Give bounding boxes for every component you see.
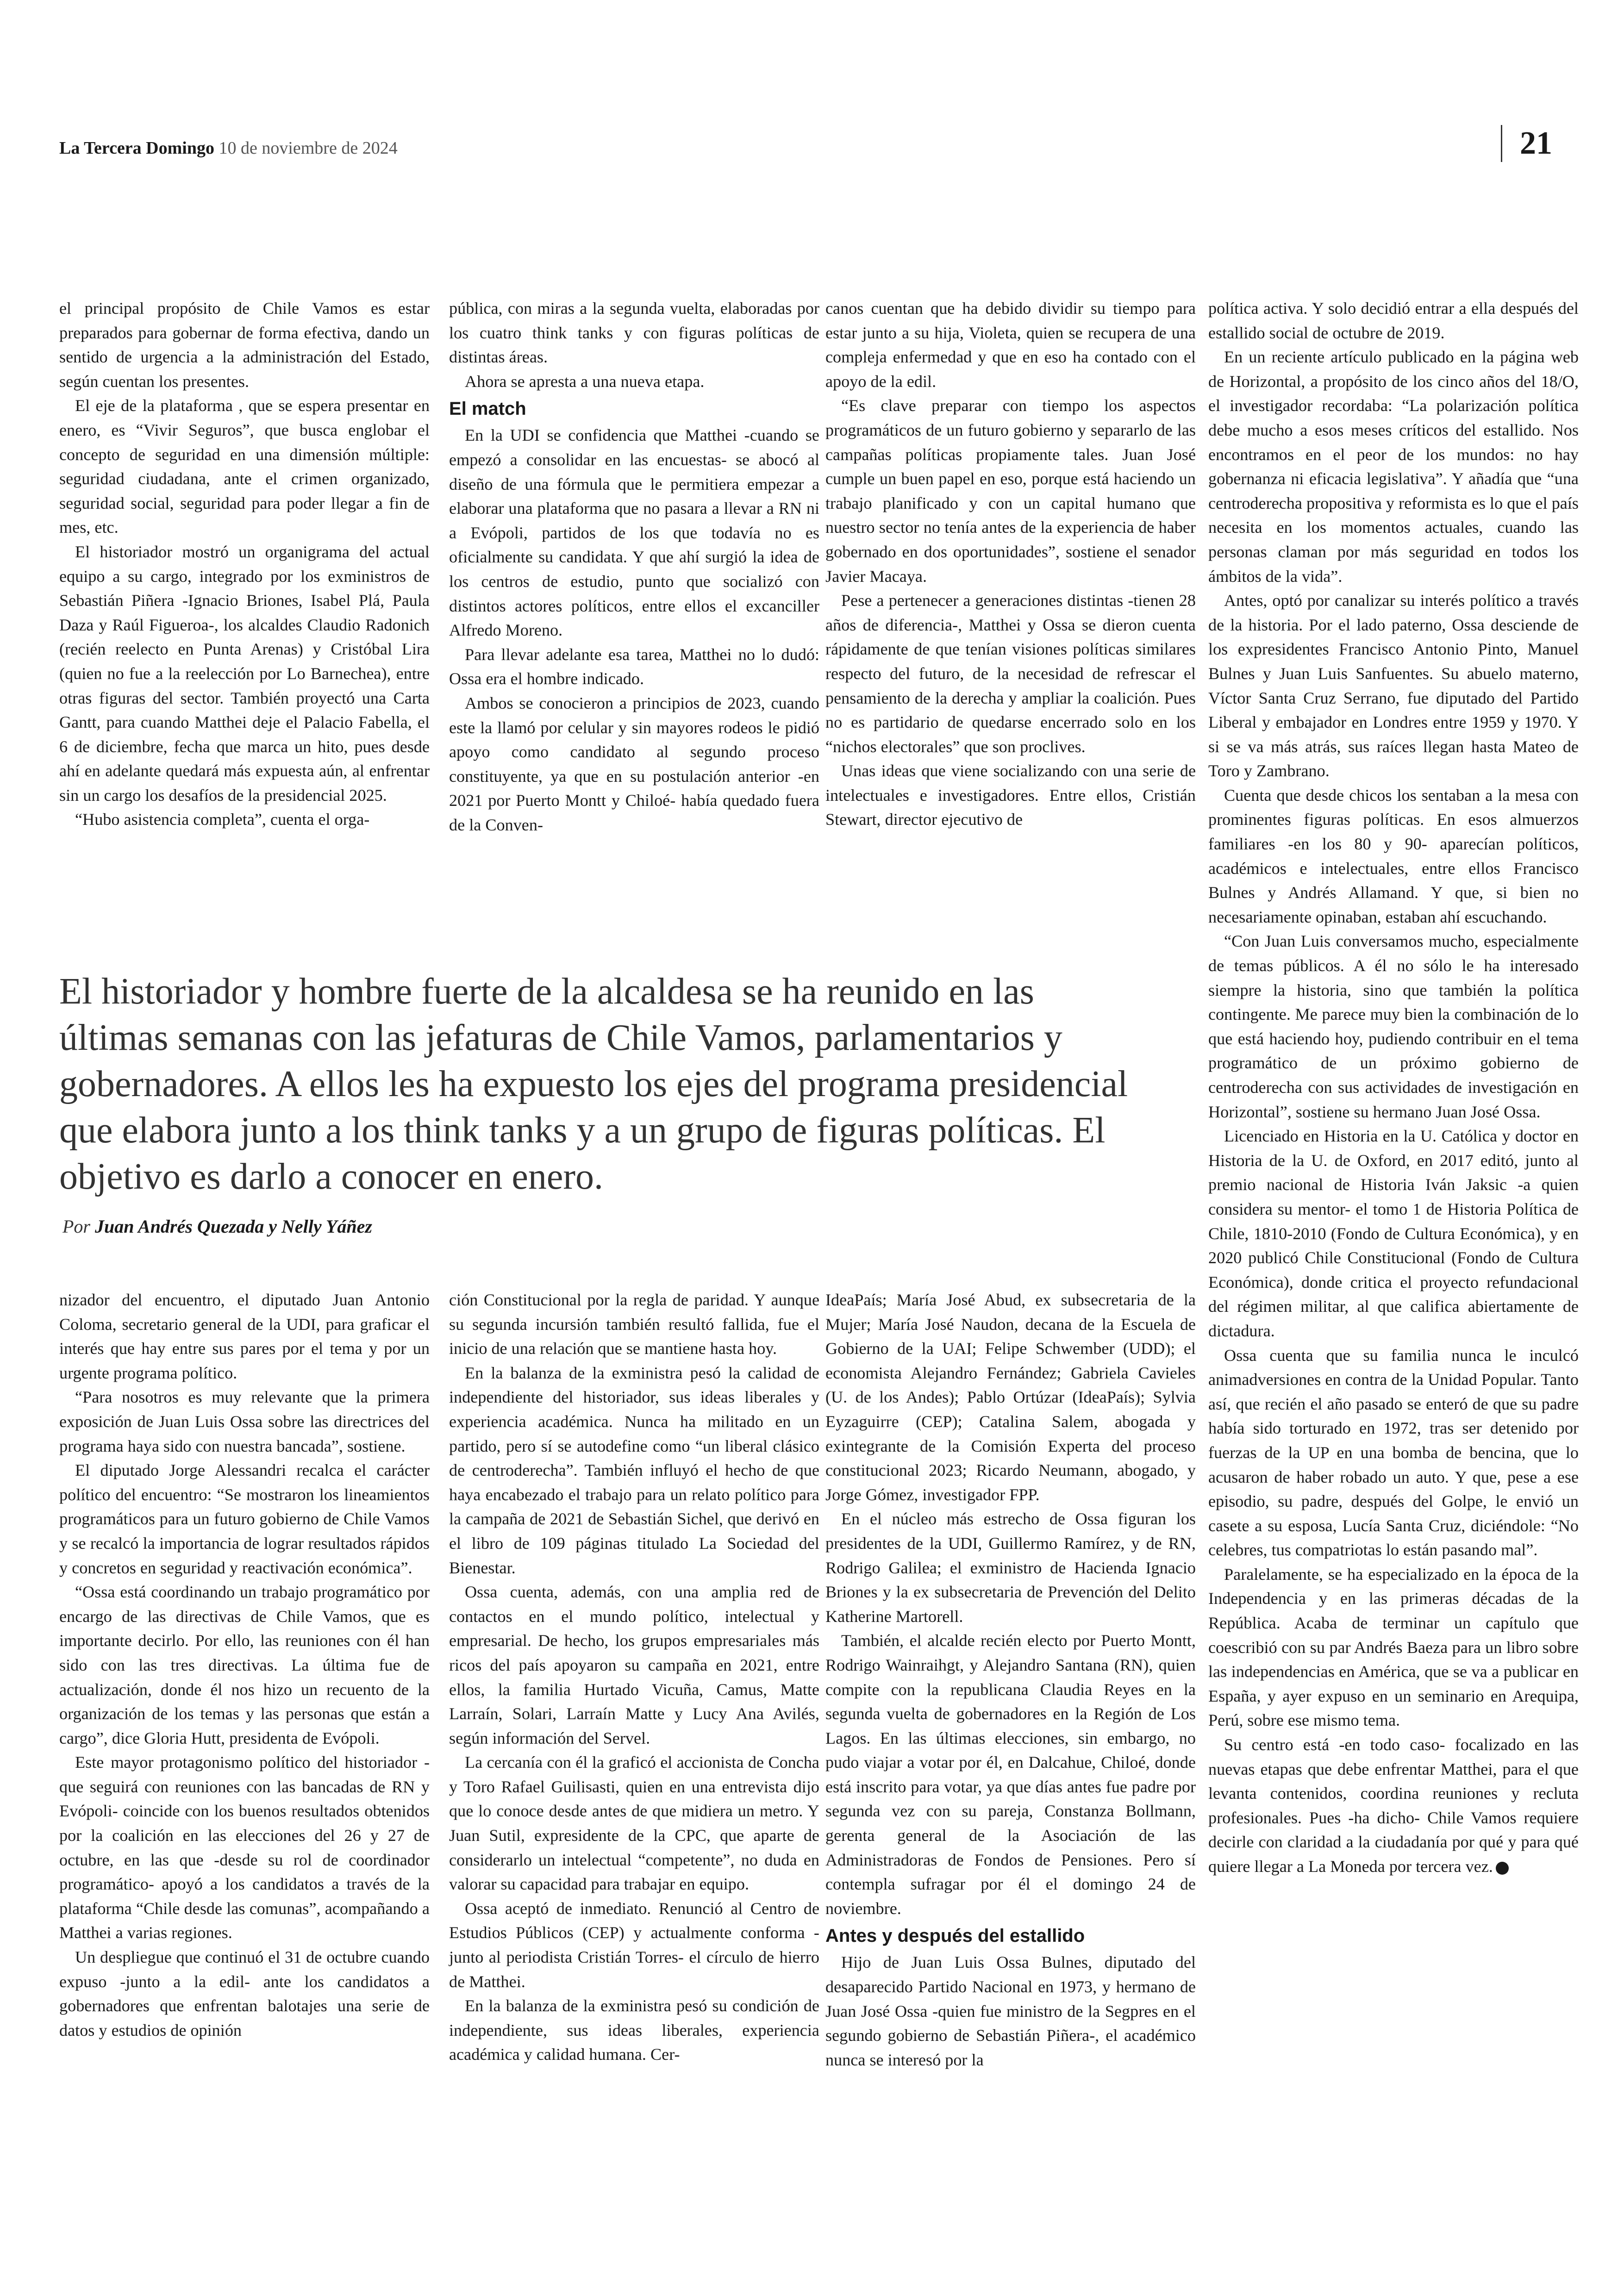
paragraph: Paralelamente, se ha especializado en la época de la Independencia y en las primeras décadas de la República. Acaba de terminar un capítulo que coescribió con su par Andrés Baeza para un libro sobre las independencias en América, que se va a publicar en España, y ayer expuso en un seminario en Arequipa, Perú, sobre ese mismo tema. bbox=[1208, 1565, 1579, 1730]
paragraph: Un despliegue que continuó el 31 de octubre cuando expuso -junto a la edil- ante los candidatos a gobernadores que enfrentan balotajes una serie de datos y estudios de opinión bbox=[59, 1948, 430, 2039]
top-column-1 bbox=[59, 296, 430, 907]
paragraph: “Para nosotros es muy relevante que la primera exposición de Juan Luis Ossa sobre las directrices del programa haya sido con nuestra bancada”, sostiene. bbox=[59, 1388, 430, 1455]
publication-name: La Tercera Domingo bbox=[59, 138, 214, 158]
paragraph: canos cuentan que ha debido dividir su tiempo para estar junto a su hija, Violeta, quien se recupera de una compleja enfermedad y que en eso ha contado con el apoyo de la edil. bbox=[825, 299, 1196, 391]
byline-authors: Juan Andrés Quezada y Nelly Yáñez bbox=[95, 1216, 372, 1237]
paragraph: Ossa cuenta, además, con una amplia red de contactos en el mundo político, intelectual y empresarial. De hecho, los grupos empresariales más ricos del país apoyaron su campaña en 2021, entre ellos, la familia Hurtado Vicuña, Camus, Matte Larraín, Solari, Larraín Matte y Lucy Ana Avilés, según información del Servel. bbox=[449, 1583, 819, 1747]
bottom-column-2 bbox=[449, 1288, 819, 2186]
paragraph: El historiador mostró un organigrama del actual equipo a su cargo, integrado por los exministros de Sebastián Piñera -Ignacio Briones, Isabel Plá, Paula Daza y Raúl Figueroa-, los alcaldes Claudio Radonich (recién reelecto en Punta Arenas) y Cristóbal Lira (quien no fue a la reelección por Lo Barnechea), entre otras figuras del sector. También proyectó una Carta Gantt, para cuando Matthei deje el Palacio Fabella, el 6 de diciembre, fecha que marca un hito, pues desde ahí en adelante quedará más expuesta aún, al enfrentar sin un cargo los desafíos de la presidencial 2025. bbox=[59, 542, 430, 804]
paragraph: El eje de la plataforma , que se espera presentar en enero, es “Vivir Seguros”, que busca englobar el concepto de seguridad en una dimensión múltiple: seguridad ciudadana, ante el crimen organizado, seguridad social, seguridad para poder llegar a fin de mes, etc. bbox=[59, 396, 430, 537]
article-dek: El historiador y hombre fuerte de la alcaldesa se ha reunido en las últimas semanas con las jefaturas de Chile Vamos, parlamentarios y gobernadores. A ellos les ha expuesto los ejes del programa presidencial que elabora junto a los think tanks y a un grupo de figuras políticas. El objetivo es darlo a conocer en enero. bbox=[59, 971, 1128, 1197]
paragraph: Ambos se conocieron a principios de 2023, cuando este la llamó por celular y sin mayores rodeos le pidió apoyo como candidato al segundo proceso constituyente, ya que en su postulación anterior -en 2021 por Puerto Montt y Chiloé- había quedado fuera de la Conven- bbox=[449, 693, 819, 834]
bottom-column-3 bbox=[825, 1288, 1196, 2186]
section-heading: El match bbox=[449, 399, 526, 419]
paragraph: El diputado Jorge Alessandri recalca el carácter político del encuentro: “Se mostraron los lineamientos programáticos para un futuro gobierno de Chile Vamos y se recalcó la importancia de lograr resultados rápidos y concretos en seguridad y reactivación económica”. bbox=[59, 1461, 430, 1577]
paragraph: Para llevar adelante esa tarea, Matthei no lo dudó: Ossa era el hombre indicado. bbox=[449, 645, 819, 688]
paragraph bbox=[1208, 1733, 1579, 1879]
paragraph: “Ossa está coordinando un trabajo programático por encargo de las directivas de Chile Vamos, que es importante decirlo. Por ello, las reuniones con él han sido con las tres directivas. La última fue de actualización, donde él nos hizo un recuento de la organización de los temas y las personas que están a cargo”, dice Gloria Hutt, presidenta de Evópoli. bbox=[59, 1583, 430, 1747]
paragraph: política activa. Y solo decidió entrar a ella después del estallido social de octubre de 2019. bbox=[1208, 299, 1579, 342]
paragraph: Unas ideas que viene socializando con una serie de intelectuales e investigadores. Entre ellos, Cristián Stewart, director ejecutivo de bbox=[825, 761, 1196, 829]
paragraph: Licenciado en Historia en la U. Católica y doctor en Historia de la U. de Oxford, en 2017 editó, junto al premio nacional de Historia Iván Jaksic -a quien considera su mentor- el tomo 1 de Historia Política de Chile, 1810-2010 (Fondo de Cultura Económica), y en 2020 publicó Chile Constitucional (Fondo de Cultura Económica), donde critica el proyecto refundacional del régimen militar, al que califica abiertamente de dictadura. bbox=[1208, 1127, 1579, 1340]
paragraph: Ahora se apresta a una nueva etapa. bbox=[465, 372, 705, 391]
paragraph: pública, con miras a la segunda vuelta, elaboradas por los cuatro think tanks y con figuras políticas de distintas áreas. bbox=[449, 299, 819, 367]
paragraph: “Con Juan Luis conversamos mucho, especialmente de temas públicos. A él no sólo le ha interesado siempre la historia, sino que también la política contingente. Me parece muy bien la combinación de lo que está haciendo hoy, pudiendo contribuir en el tema programático de un próximo gobierno de centroderecha con sus actividades de investigación en Horizontal”, sostiene su hermano Juan José Ossa. bbox=[1208, 932, 1579, 1121]
page-header bbox=[59, 138, 398, 158]
paragraph: En la UDI se confidencia que Matthei -cuando se empezó a consolidar en las encuestas- se abocó al diseño de una fórmula que le permitiera empezar a elaborar una plataforma que no pasara a llevar a RN ni a Evópoli, partidos de los que todavía no es oficialmente su candidata. Y que ahí surgió la idea de los centros de estudio, punto que socializó con distintos actores políticos, entre ellos el excanciller Alfredo Moreno. bbox=[449, 426, 819, 640]
paragraph: En un reciente artículo publicado en la página web de Horizontal, a propósito de los cinco años del 18/O, el investigador recordaba: “La polarización política debe mucho a esos meses críticos del estallido. Nos encontramos en el peor de los mundos: no hay gobernanza ni eficacia legislativa”. Y añadía que “una centroderecha propositiva y reformista es lo que el país necesita en los momentos actuales, cuando las personas claman por más seguridad en todos los ámbitos de la vida”. bbox=[1208, 348, 1579, 586]
paragraph: “Hubo asistencia completa”, cuenta el orga- bbox=[75, 810, 370, 829]
section-heading: Antes y después del estallido bbox=[825, 1926, 1085, 1946]
paragraph: Ossa cuenta que su familia nunca le inculcó animadversiones en contra de la Unidad Popular. Tanto así, que recién el año pasado se enteró de que su padre había sido torturado en 1972, tras ser detenido por fuerzas de la UP en una bomba de bencina, que lo acusaron de haber robado un auto. Y que, pese a ese episodio, su padre, después del Golpe, le envió un casete a su esposa, Lucía Santa Cruz, diciéndole: “No celebres, tus compatriotas lo están pasando mal”. bbox=[1208, 1346, 1579, 1559]
paragraph: Pese a pertenecer a generaciones distintas -tienen 28 años de diferencia-, Matthei y Ossa se dieron cuenta rápidamente de que tenían visiones políticas similares respecto del futuro, de la necesidad de refrescar el pensamiento de la derecha y ampliar la coalición. Pues no es partidario de quedarse encerrado solo en los “nichos electorales” que son proclives. bbox=[825, 591, 1196, 756]
paragraph: “Es clave preparar con tiempo los aspectos programáticos de un futuro gobierno y separarlo de las campañas políticas propiamente tales. Juan José cumple un buen papel en eso, porque está haciendo un trabajo planificado y con un capital humano que nuestro sector no tenía antes de la experiencia de haber gobernado en dos oportunidades”, sostiene el senador Javier Macaya. bbox=[825, 396, 1196, 586]
byline bbox=[62, 1216, 372, 1237]
byline-prefix: Por bbox=[62, 1216, 90, 1237]
top-column-2 bbox=[449, 296, 819, 907]
paragraph: También, el alcalde recién electo por Puerto Montt, Rodrigo Wainraihgt, y Alejandro Santana (RN), quien compite con la republicana Claudia Reyes en la segunda vuelta de gobernadores en la Región de Los Lagos. En las últimas elecciones, sin embargo, no pudo viajar a votar por él, en Dalcahue, Chiloé, donde está inscrito para votar, ya que días antes fue padre por segunda vez con su pareja, Constanza Bollmann, gerenta general de la Asociación de las Administradoras de Fondos de Pensiones. Pero sí contempla sufragar por él el domingo 24 de noviembre. bbox=[825, 1631, 1196, 1918]
paragraph: En el núcleo más estrecho de Ossa figuran los presidentes de la UDI, Guillermo Ramírez, y de RN, Rodrigo Galilea; el exministro de Hacienda Ignacio Briones y la ex subsecretaria de Prevención del Delito Katherine Martorell. bbox=[825, 1509, 1196, 1626]
paragraph-text: Su centro está -en todo caso- focalizado en las nuevas etapas que debe enfrentar Matthei, para el que levanta contenidos, coordina reuniones y recluta profesionales. Pues -ha dicho- Chile Vamos requiere decirle con claridad a la ciudadanía por qué y para qué quiere llegar a La Moneda por tercera vez. bbox=[1208, 1735, 1579, 1876]
paragraph: En la balanza de la exministra pesó su condición de independiente, sus ideas liberales, experiencia académica y calidad humana. Cer- bbox=[449, 1996, 819, 2064]
paragraph: En la balanza de la exministra pesó la calidad de independiente del historiador, sus ideas liberales y experiencia académica. Nunca ha militado en un partido, pero sí se autodefine como “un liberal clásico de centroderecha”. También influyó el hecho de que haya encabezado el trabajo para un relato político para la campaña de 2021 de Sebastián Sichel, que derivó en el libro de 109 páginas titulado La Sociedad del Bienestar. bbox=[449, 1363, 819, 1577]
paragraph: nizador del encuentro, el diputado Juan Antonio Coloma, secretario general de la UDI, para graficar el interés que hay entre sus pares por el tema y por un urgente programa político. bbox=[59, 1291, 430, 1382]
right-column bbox=[1208, 296, 1579, 2194]
publication-date: 10 de noviembre de 2024 bbox=[219, 138, 398, 158]
bottom-column-1 bbox=[59, 1288, 430, 2186]
paragraph: ción Constitucional por la regla de paridad. Y aunque su segunda incursión también resultó fallida, fue el inicio de una relación que se mantiene hasta hoy. bbox=[449, 1291, 819, 1358]
end-of-article-icon bbox=[1496, 1862, 1509, 1875]
paragraph: Hijo de Juan Luis Ossa Bulnes, diputado del desaparecido Partido Nacional en 1973, y hermano de Juan José Ossa -quien fue ministro de la Segpres en el segundo gobierno de Sebastián Piñera-, el académico nunca se interesó por la bbox=[825, 1953, 1196, 2069]
paragraph: el principal propósito de Chile Vamos es estar preparados para gobernar de forma efectiva, dando un sentido de urgencia a la administración del Estado, según cuentan los presentes. bbox=[59, 299, 430, 391]
paragraph: La cercanía con él la graficó el accionista de Concha y Toro Rafael Guilisasti, quien en una entrevista dijo que lo conoce desde antes de que midiera un metro. Y Juan Sutil, expresidente de la CPC, que aparte de considerarlo un intelectual “competente”, no duda en valorar su capacidad para trabajar en equipo. bbox=[449, 1753, 819, 1894]
page-number: 21 bbox=[1501, 125, 1552, 162]
paragraph: Ossa aceptó de inmediato. Renunció al Centro de Estudios Públicos (CEP) y actualmente conforma -junto al periodista Cristián Torres- el círculo de hierro de Matthei. bbox=[449, 1899, 819, 1991]
paragraph: Antes, optó por canalizar su interés político a través de la historia. Por el lado paterno, Ossa desciende de los expresidentes Francisco Antonio Pinto, Manuel Bulnes y Juan Luis Sanfuentes. Su abuelo materno, Víctor Santa Cruz Serrano, fue diputado del Partido Liberal y embajador en Londres entre 1959 y 1970. Y si se va más atrás, sus raíces llegan hasta Mateo de Toro y Zambrano. bbox=[1208, 591, 1579, 780]
top-column-3 bbox=[825, 296, 1196, 907]
paragraph: Cuenta que desde chicos los sentaban a la mesa con prominentes figuras políticas. En esos almuerzos familiares -en los 80 y 90- aparecían políticos, académicos e intelectuales, entre ellos Francisco Bulnes y Andrés Allamand. Y que, si bien no necesariamente opinaban, estaban ahí escuchando. bbox=[1208, 786, 1579, 926]
paragraph: IdeaPaís; María José Abud, ex subsecretaria de la Mujer; María José Naudon, decana de la Escuela de Gobierno de la UAI; Felipe Schwember (UDD); el economista Alejandro Fernández; Gabriela Cavieles (U. de los Andes); Pablo Ortúzar (IdeaPaís); Sylvia Eyzaguirre (CEP); Catalina Salem, abogada y exintegrante de la Comisión Experta del proceso constitucional 2023; Ricardo Neumann, abogado, y Jorge Gómez, investigador FPP. bbox=[825, 1291, 1196, 1504]
paragraph: Este mayor protagonismo político del historiador -que seguirá con reuniones con las bancadas de RN y Evópoli- coincide con los buenos resultados obtenidos por la coalición en las elecciones del 26 y 27 de octubre, en las que -desde su rol de coordinador programático- apoyó a los candidatos a través de la plataforma “Chile desde las comunas”, acompañando a Matthei a varias regiones. bbox=[59, 1753, 430, 1942]
